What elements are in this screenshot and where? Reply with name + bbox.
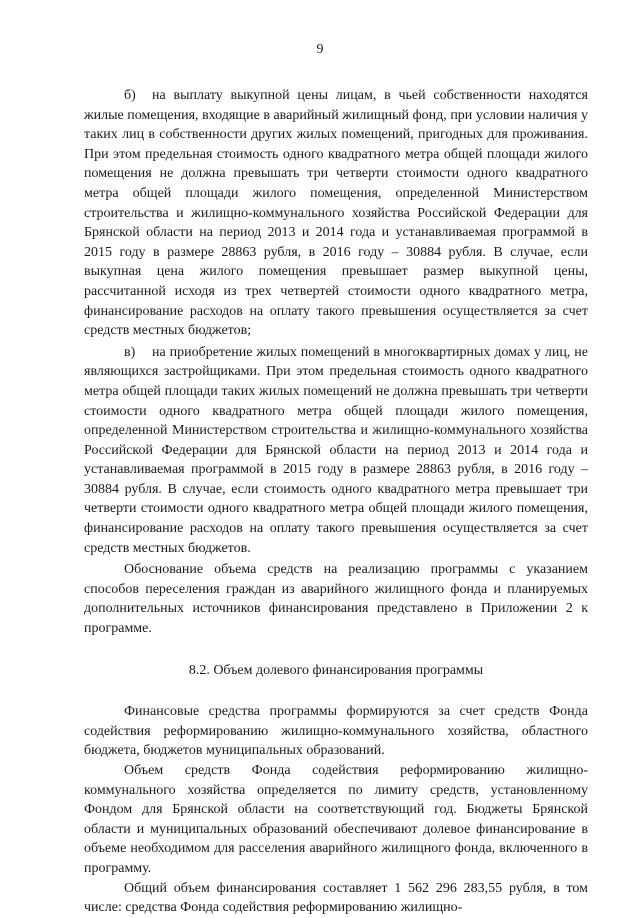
list-marker: в) bbox=[124, 344, 136, 360]
section-heading: 8.2. Объем долевого финансирования программы bbox=[188, 662, 484, 678]
document-body bbox=[84, 86, 588, 918]
list-item-b bbox=[84, 86, 588, 341]
list-marker: б) bbox=[124, 88, 136, 103]
body-paragraph: Общий объем финансирования составляет 1 562 296 283,55 рубля, в том числе: средства Фонда содействия реформированию жилищно- bbox=[84, 880, 588, 916]
list-item-v bbox=[84, 343, 588, 559]
body-paragraph: Объем средств Фонда содействия реформированию жилищно-коммунального хозяйства определяется по лимиту средств, установленному Фондом для Брянской области на соответствующий год. Бюджеты Брянской области и муниципальных образований обеспечивают долевое финансирование в объеме необходимом для расселения аварийного жилищного фонда, включенного в программу. bbox=[84, 763, 588, 876]
list-item-text: на выплату выкупной цены лицам, в чьей собственности находятся жилые помещения, входящие в аварийный жилищный фонд, при условии наличия у таких лиц в собственности других жилых помещений, пригодных для проживания. При этом предельная стоимость одного квадратного метра общей площади жилого помещения не должна превышать три четверти стоимости одного квадратного метра общей площади жилого помещения, определенной Министерством строительства и жилищно-коммунального хозяйства Российской Федерации для Брянской области на период 2013 и 2014 года и устанавливаемая программой в 2015 году в размере 28863 рубля, в 2016 году – 30884 рубля. В случае, если выкупная цена жилого помещения превышает размер выкупной цены, рассчитанной исходя из трех четвертей стоимости одного квадратного метра, финансирование расходов на оплату такого превышения осуществляется за счет средств местных бюджетов; bbox=[84, 88, 588, 339]
body-paragraph: Финансовые средства программы формируются за счет средств Фонда содействия реформированию жилищно-коммунального хозяйства, областного бюджета, бюджетов муниципальных образований. bbox=[84, 704, 588, 759]
justification-paragraph: Обоснование объема средств на реализацию программы с указанием способов переселения граждан из аварийного жилищного фонда и планируемых дополнительных источников финансирования представлено в Приложении 2 к программе. bbox=[84, 562, 588, 637]
list-item-text: на приобретение жилых помещений в многоквартирных домах у лиц, не являющихся застройщиками. При этом предельная стоимость одного квадратного метра общей площади таких жилых помещений не должна превышать три четверти стоимости одного квадратного метра общей площади жилого помещения, определенной Министерством строительства и жилищно-коммунального хозяйства Российской Федерации для Брянской области на период 2013 и 2014 года и устанавливаемая программой в 2015 году в размере 28863 рубля, в 2016 году – 30884 рубля. В случае, если стоимость одного квадратного метра превышает три четверти стоимости одного квадратного метра общей площади жилого помещения, финансирование расходов на оплату такого превышения осуществляется за счет средств местных бюджетов. bbox=[84, 344, 588, 556]
page-number: 9 bbox=[316, 42, 324, 57]
